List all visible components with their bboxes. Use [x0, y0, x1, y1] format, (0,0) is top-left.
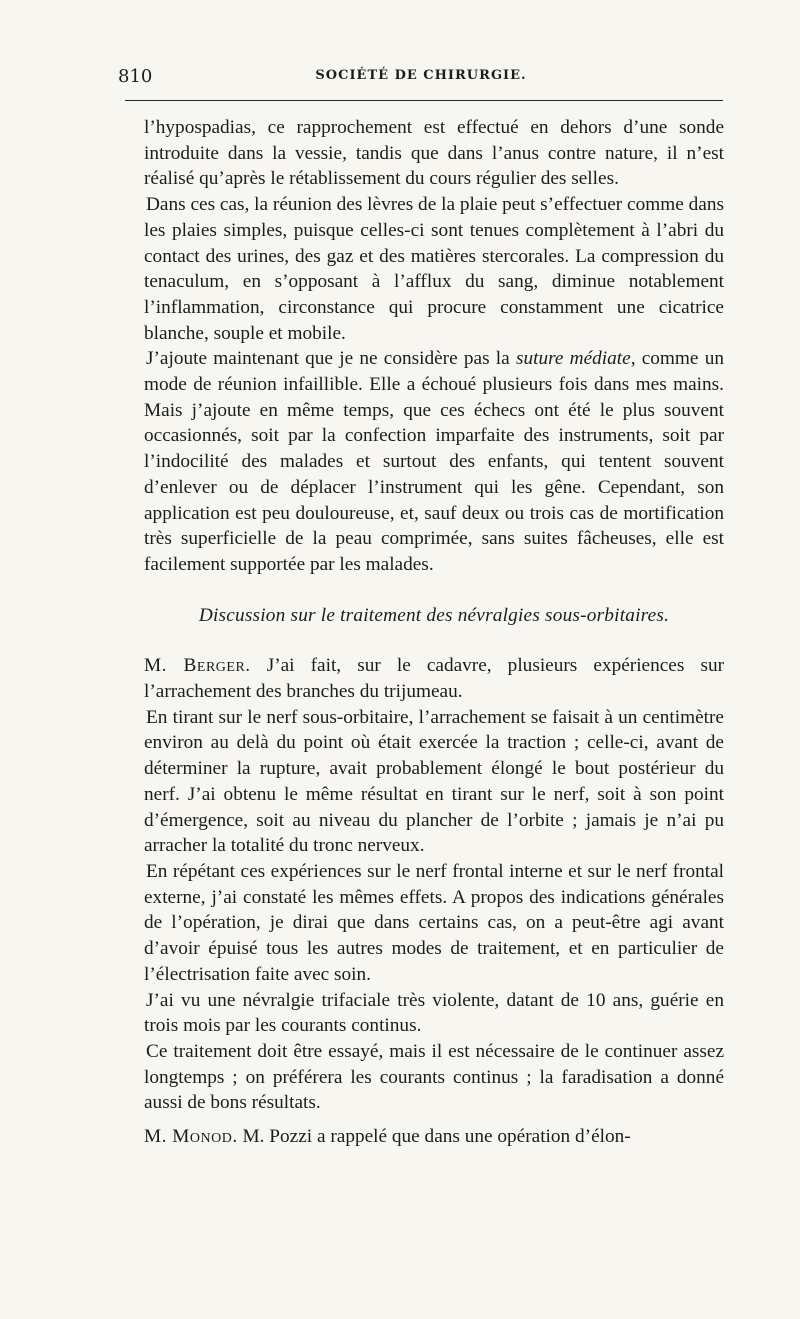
speaker-name: M. Berger.	[144, 655, 251, 677]
section-title: Discussion sur le traitement des névralgies sous-orbitaires.	[198, 604, 670, 626]
paragraph-1: l’hypospadias, ce rapprochement est effectué en dehors d’une sonde introduite dans la vessie, tandis que dans l’anus contre nature, il n’est réalisé qu’après le rétablissement du cours régulier des selles.	[144, 117, 724, 190]
paragraph-3-italic: suture médiate	[515, 348, 631, 370]
page-number: 810	[118, 66, 153, 87]
running-head: SOCIÉTÉ DE CHIRURGIE.	[315, 68, 527, 83]
paragraph-9-text: M. Pozzi a rappelé que dans une opération d’élon-	[237, 1126, 631, 1148]
paragraph-5: En tirant sur le nerf sous-orbitaire, l’arrachement se faisait à un centimètre environ au delà du point où était exercée la traction ; celle-ci, avant de déterminer la rupture, avait probablement élongé le bout postérieur du nerf. J’ai obtenu le même résultat en tirant sur le nerf, soit à son point d’émergence, soit au niveau du plancher de l’orbite ; jamais je n’ai pu arracher la totalité du tronc nerveux.	[144, 706, 724, 857]
paragraph-7: J’ai vu une névralgie trifaciale très violente, datant de 10 ans, guérie en trois mois par les courants continus.	[144, 989, 724, 1037]
paragraph-6: En répétant ces expériences sur le nerf frontal interne et sur le nerf frontal externe, j’ai constaté les mêmes effets. A propos des indications générales de l’opération, je dirai que dans certains cas, on a peut-être agi avant d’avoir épuisé tous les autres modes de traitement, et en particulier de l’électrisation faite avec soin.	[144, 860, 724, 985]
paragraph-9	[144, 1124, 724, 1150]
body-text	[144, 115, 724, 1150]
paragraph-3	[144, 346, 724, 577]
paragraph-8: Ce traitement doit être essayé, mais il est nécessaire de le continuer assez longtemps ; on préférera les courants continus ; la faradisation a donné aussi de bons résultats.	[144, 1040, 724, 1114]
paragraph-3-end: , comme un mode de réunion infaillible. Elle a échoué plusieurs fois dans mes mains. Mais j’ajoute en même temps, que ces échecs ont été le plus souvent occasionnés, soit par la confection imparfaite des instruments, soit par l’indocilité des malades et surtout des enfants, qui tentent souvent d’enlever ou de déplacer l’instrument qui les gêne. Cependant, son application est peu douloureuse, et, sauf deux ou trois cas de mortification très superficielle de la peau comprimée, sans suites fâcheuses, elle est facilement supportée par les malades.	[144, 348, 724, 575]
paragraph-4-text: J’ai fait, sur le cadavre, plusieurs expériences sur l’arrachement des branches du trijumeau.	[144, 655, 725, 703]
speaker-name: M. Monod.	[144, 1126, 238, 1148]
spacer	[144, 1116, 724, 1124]
paragraph-2: Dans ces cas, la réunion des lèvres de la plaie peut s’effectuer comme dans les plaies simples, puisque celles-ci sont tenues complètement à l’abri du contact des urines, des gaz et des matières stercorales. La compression du tenaculum, en s’opposant à l’afflux du sang, diminue notablement l’inflammation, circonstance qui procure constamment une cicatrice blanche, souple et mobile.	[144, 194, 724, 344]
page-header	[118, 66, 724, 88]
paragraph-3-start: J’ajoute maintenant que je ne considère pas la	[146, 348, 516, 370]
header-rule	[125, 100, 723, 101]
spacer	[144, 628, 724, 653]
spacer	[144, 578, 724, 603]
paragraph-4	[144, 653, 724, 704]
